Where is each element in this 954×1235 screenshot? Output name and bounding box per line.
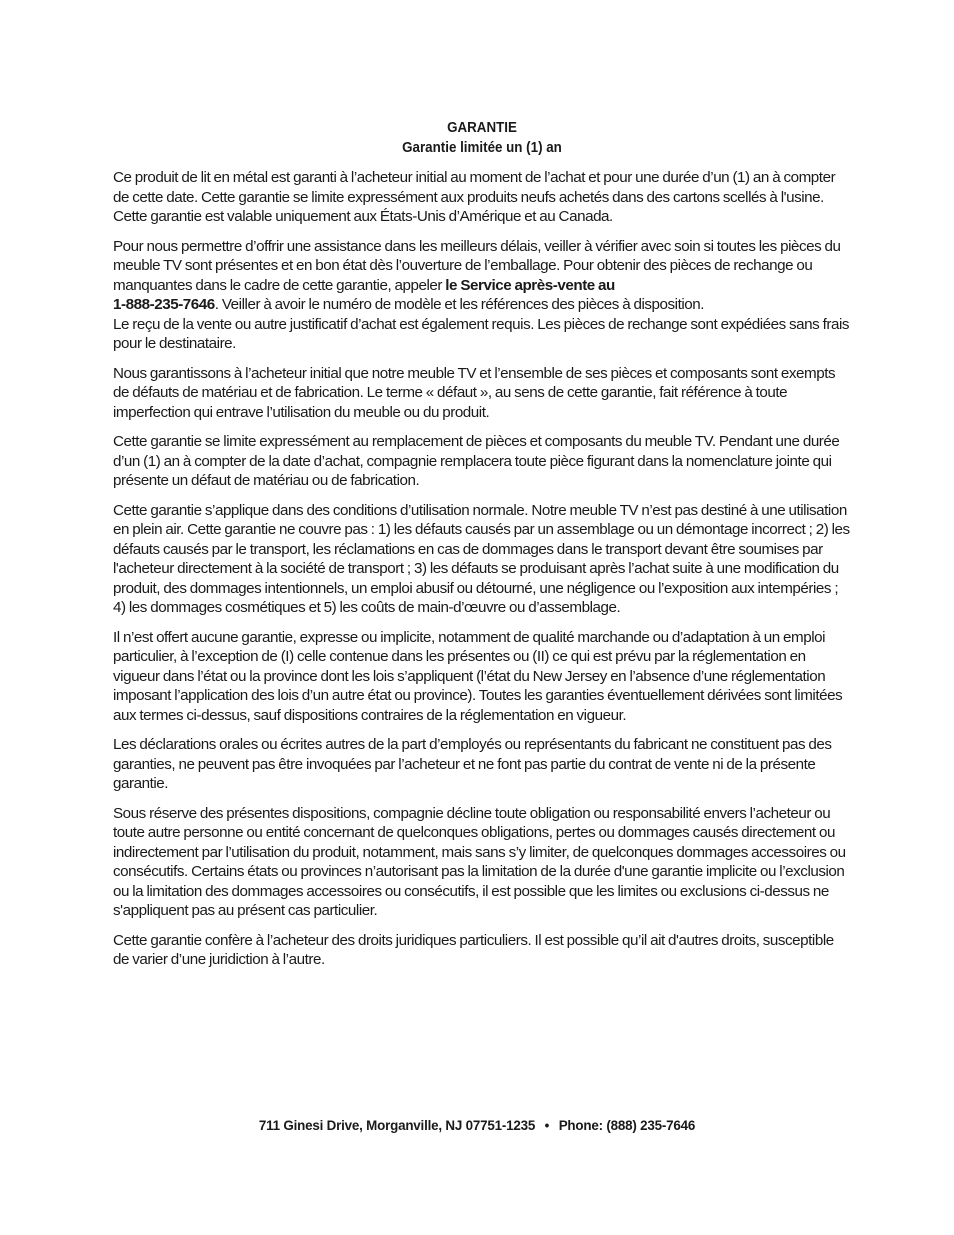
paragraph-coverage: Ce produit de lit en métal est garanti à l’acheteur initial au moment de l’achat et pour une durée d’un (1) an à compter de cette date. Cette garantie se limite expressément aux produits neufs achetés dans des cartons scellés à l'usine. Cette garantie est valable uniquement aux États-Unis d’Amérique et au Canada.: [113, 169, 836, 225]
service-phone: 1-888-235-7646: [113, 296, 215, 313]
service-receipt: Le reçu de la vente ou autre justificatif d’achat est également requis. Les pièces de rechange sont expédiées sans frais pour le destinataire.: [113, 315, 850, 352]
paragraph-exclusions: Cette garantie s’applique dans des conditions d’utilisation normale. Notre meuble TV n’est pas destiné à une utilisation en plein air. Cette garantie ne couvre pas : 1) les défauts causés par un assemblage ou un démontage incorrect ; 2) les défauts causés par le transport, les réclamations en cas de dommages dans le transport devant être soumises par l'acheteur directement à la société de transport ; 3) les défauts se produisant après l’achat suite à une modification du produit, des dommages intentionnels, un emploi abusif ou détourné, une négligence ou l’exposition aux intempéries ; 4) les dommages cosmétiques et 5) les coûts de main-d’œuvre ou d’assemblage.: [113, 501, 850, 616]
paragraph-service: [113, 237, 851, 354]
page-subtitle: Garantie limitée un (1) an: [402, 139, 562, 156]
paragraph-implied-warranties: Il n’est offert aucune garantie, expresse ou implicite, notamment de qualité marchande ou d’adaptation à un emploi particulier, à l’exception de (I) celle contenue dans les présentes ou (II) ce qui est prévu par la réglementation en vigueur dans l’état ou la province dont les lois s’appliquent (l’état du New Jersey en l’absence d’une réglementation imposant l’application des lois d’un autre état ou province). Toutes les garanties éventuellement dérivées sont limitées aux termes ci-dessus, sauf dispositions contraires de la réglementation en vigueur.: [113, 628, 843, 724]
service-intro: Pour nous permettre d’offrir une assistance dans les meilleurs délais, veiller à vérifier avec soin si toutes les pièces du meuble TV sont présentes et en bon état dès l’ouverture de l’emballage. Pour obtenir des pièces de rechange ou manquantes dans le cadre de cette garantie, appeler: [113, 237, 841, 294]
service-label: le Service après-vente au: [445, 276, 615, 294]
page-title: GARANTIE: [447, 119, 517, 136]
paragraph-rights: Cette garantie confère à l’acheteur des droits juridiques particuliers. Il est possible qu’il ait d'autres droits, susceptible de varier d’une juridiction à l’autre.: [113, 931, 834, 968]
footer-contact: [0, 1118, 954, 1133]
footer-phone: Phone: (888) 235-7646: [558, 1118, 696, 1133]
footer-bullet: •: [544, 1118, 550, 1133]
paragraph-defects: Nous garantissons à l’acheteur initial que notre meuble TV et l’ensemble de ses pièces et composants sont exempts de défauts de matériau et de fabrication. Le terme « défaut », au sens de cette garantie, fait référence à toute imperfection qui entrave l’utilisation du meuble ou du produit.: [113, 364, 836, 421]
footer-address: 711 Ginesi Drive, Morganville, NJ 07751-1235: [258, 1118, 536, 1133]
paragraph-liability: Sous réserve des présentes dispositions, compagnie décline toute obligation ou responsabilité envers l’acheteur ou toute autre personne ou entité concernant de quelconques obligations, pertes ou dommages causés directement ou indirectement par l’utilisation du produit, notamment, mais sans s’y limiter, de quelconques dommages accessoires ou consécutifs. Certains états ou provinces n’autorisant pas la limitation de la durée d'une garantie implicite ou l’exclusion ou la limitation des dommages accessoires ou consécutifs, il est possible que les limites ou exclusions ci-dessus ne s'appliquent pas au présent cas particulier.: [113, 804, 846, 919]
paragraph-replacement: Cette garantie se limite expressément au remplacement de pièces et composants du meuble TV. Pendant une durée d’un (1) an à compter de la date d’achat, compagnie remplacera toute pièce figurant dans la nomenclature jointe qui présente un défaut de matériau ou de fabrication.: [113, 433, 840, 489]
paragraph-statements: Les déclarations orales ou écrites autres de la part d’employés ou représentants du fabricant ne constituent pas des garanties, ne peuvent pas être invoquées par l’acheteur et ne font pas partie du contrat de vente ni de la présente garantie.: [113, 736, 832, 792]
service-after-phone: . Veiller à avoir le numéro de modèle et les références des pièces à disposition.: [214, 296, 705, 313]
warranty-document: [113, 118, 851, 980]
